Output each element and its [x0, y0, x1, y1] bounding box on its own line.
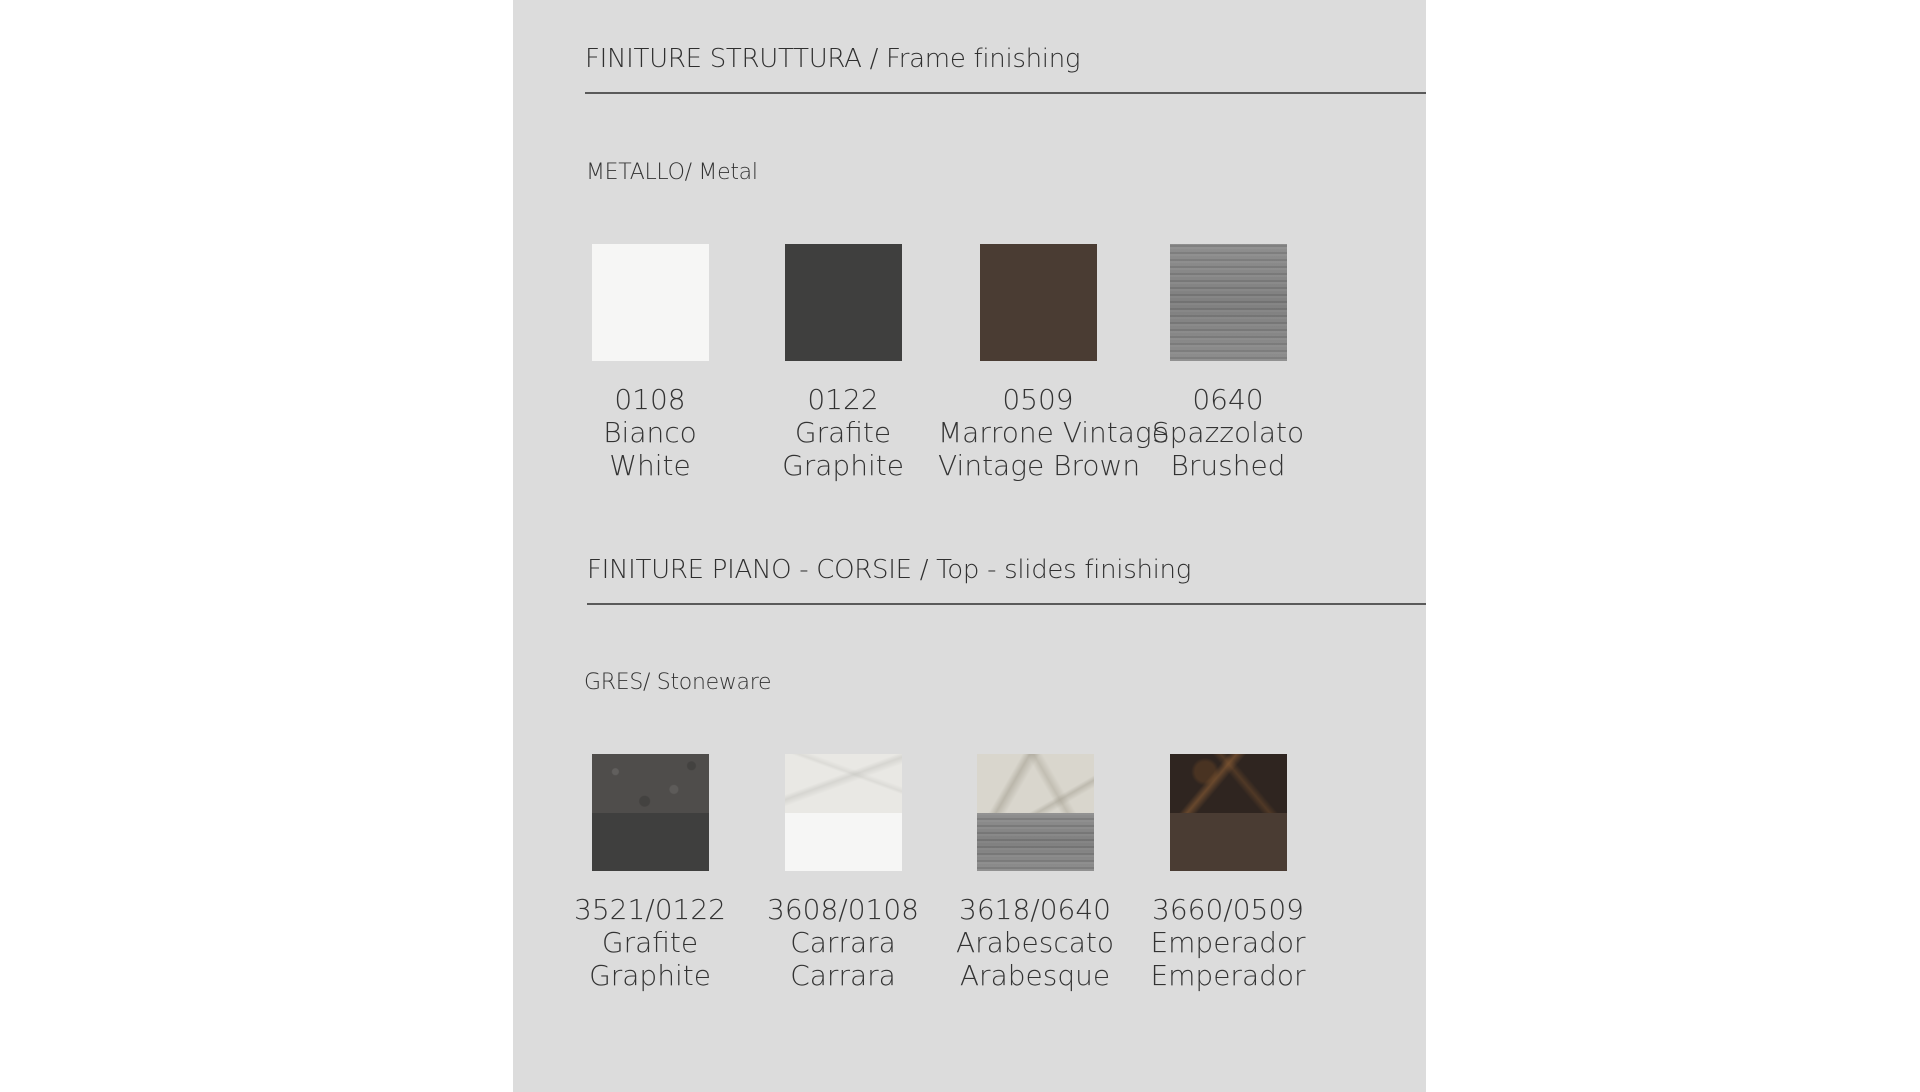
- swatch-white: [592, 244, 709, 361]
- swatch-name-en: Graphite: [782, 449, 904, 482]
- swatch-item-0509[interactable]: [938, 244, 1169, 482]
- swatch-item-3660-0509[interactable]: [1128, 754, 1328, 992]
- swatch-top-half: [785, 754, 902, 813]
- swatch-name-en: Carrara: [790, 959, 896, 992]
- swatch-label: [938, 383, 1169, 482]
- top-section-divider: [587, 603, 1426, 605]
- swatch-item-0640[interactable]: [1128, 244, 1328, 482]
- stoneware-subtitle: GRES/ Stoneware: [584, 670, 772, 695]
- finishes-sheet: [513, 0, 1426, 1092]
- swatch-name-it: Marrone Vintage: [938, 416, 1169, 449]
- swatch-name-it: Arabescato: [955, 926, 1115, 959]
- swatch-name-it: Carrara: [790, 926, 896, 959]
- swatch-name-it: Emperador: [1150, 926, 1306, 959]
- swatch-code: 3608/0108: [767, 893, 919, 926]
- swatch-carrara: [785, 754, 902, 871]
- swatch-bottom-half: [1170, 813, 1287, 872]
- swatch-arabesque: [977, 754, 1094, 871]
- frame-finishing-title: FINITURE STRUTTURA / Frame finishing: [585, 44, 1081, 74]
- swatch-name-en: Arabesque: [959, 959, 1111, 992]
- swatch-name-en: Vintage Brown: [938, 449, 1141, 482]
- swatch-code: 0640: [1192, 383, 1264, 416]
- swatch-bottom-half: [785, 813, 902, 872]
- frame-section-divider: [585, 92, 1426, 94]
- swatch-name-en: Emperador: [1150, 959, 1306, 992]
- swatch-code: 3660/0509: [1152, 893, 1304, 926]
- swatch-name-it: Grafite: [794, 416, 892, 449]
- top-finishing-title: FINITURE PIANO - CORSIE / Top - slides finishing: [587, 555, 1192, 585]
- swatch-label: [743, 383, 943, 482]
- swatch-label: [550, 383, 750, 482]
- swatch-top-half: [977, 754, 1094, 813]
- metal-subtitle: METALLO/ Metal: [586, 160, 758, 185]
- swatch-label: [1128, 893, 1328, 992]
- swatch-bottom-half: [977, 813, 1094, 872]
- swatch-item-3521-0122[interactable]: [550, 754, 750, 992]
- swatch-code: 0509: [1002, 383, 1074, 416]
- swatch-item-0108[interactable]: [550, 244, 750, 482]
- swatch-top-half: [1170, 754, 1287, 813]
- swatch-name-it: Bianco: [603, 416, 697, 449]
- swatch-code: 3521/0122: [574, 893, 726, 926]
- swatch-label: [1128, 383, 1328, 482]
- swatch-label: [743, 893, 943, 992]
- swatch-name-en: Graphite: [589, 959, 711, 992]
- swatch-label: [935, 893, 1135, 992]
- swatch-label: [550, 893, 750, 992]
- swatch-name-it: Spazzolato: [1151, 416, 1305, 449]
- swatch-code: 0122: [807, 383, 879, 416]
- swatch-top-half: [592, 754, 709, 813]
- swatch-item-3618-0640[interactable]: [935, 754, 1135, 992]
- swatch-code: 0108: [614, 383, 686, 416]
- swatch-vintage-brown: [980, 244, 1097, 361]
- swatch-bottom-half: [592, 813, 709, 872]
- swatch-emperador: [1170, 754, 1287, 871]
- swatch-name-it: Grafite: [601, 926, 699, 959]
- swatch-graphite-stoneware: [592, 754, 709, 871]
- swatch-item-3608-0108[interactable]: [743, 754, 943, 992]
- swatch-code: 3618/0640: [959, 893, 1111, 926]
- swatch-name-en: Brushed: [1170, 449, 1286, 482]
- swatch-item-0122[interactable]: [743, 244, 943, 482]
- swatch-graphite: [785, 244, 902, 361]
- swatch-name-en: White: [609, 449, 691, 482]
- swatch-brushed: [1170, 244, 1287, 361]
